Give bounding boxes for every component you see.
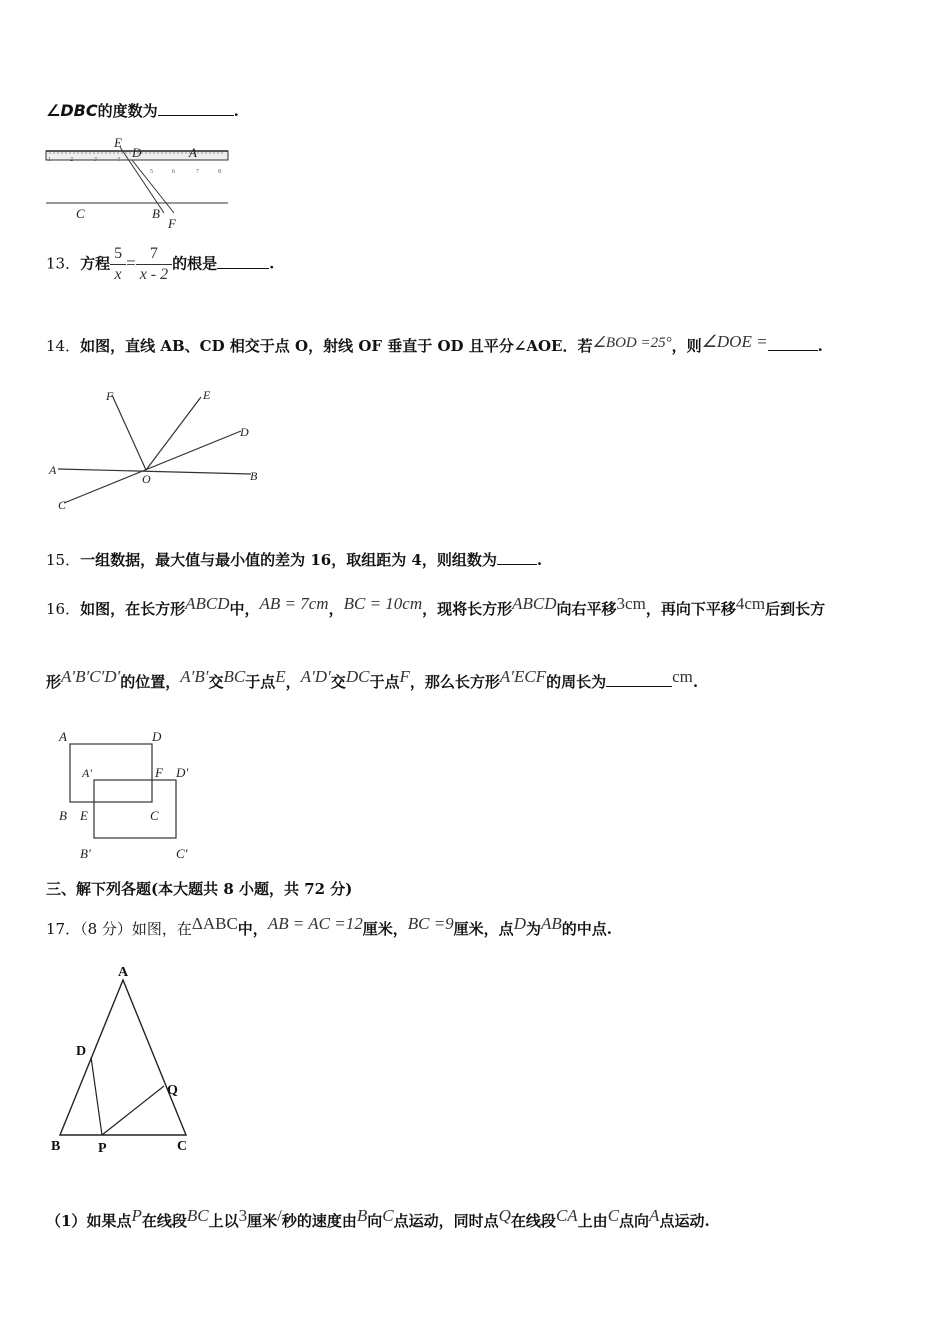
q16-line-2: [46, 667, 698, 692]
ruler-tick-label: 2: [70, 157, 73, 163]
q13-fraction-2: [136, 244, 172, 285]
ray-OF: [112, 395, 146, 470]
label-E: E: [114, 135, 122, 150]
label-B: B: [51, 1139, 61, 1154]
q17-part-1-number: （1）: [46, 1212, 87, 1230]
q16-text: ，现将长方形: [422, 600, 513, 618]
label-C: C: [150, 808, 159, 823]
section-3-heading: [46, 878, 352, 899]
q17-1-math: 3: [238, 1206, 248, 1225]
q16-math: 3cm: [616, 594, 646, 613]
q17-1-text: 点向: [619, 1212, 650, 1230]
q17-part-1-line: [46, 1206, 710, 1231]
q16-text: 于点: [245, 673, 276, 691]
ruler-tick-label: 7: [196, 169, 199, 175]
ruler-tick-label: 5: [150, 169, 153, 175]
label-A: A: [49, 463, 57, 477]
q15-number: 15．: [46, 551, 81, 569]
q16-text: 的位置，: [120, 673, 181, 691]
q13-pre: 方程: [80, 254, 111, 273]
q17-1-text: 秒的速度由: [281, 1212, 357, 1230]
label-E: E: [203, 388, 211, 402]
q16-math: DC: [345, 667, 370, 686]
frac1-den: x: [114, 266, 122, 283]
q16-text: 交: [330, 673, 346, 691]
label-F: F: [106, 389, 114, 403]
q17-math: BC =9: [407, 914, 454, 933]
label-D-prime: D': [176, 765, 189, 780]
label-A: A: [59, 729, 67, 744]
label-B: B: [59, 808, 67, 823]
q14-end: .: [817, 337, 823, 355]
q15-answer-blank: [497, 564, 537, 565]
q16-text: 如图，在长方形: [80, 600, 186, 618]
label-C-prime: C': [176, 846, 188, 861]
q16-text: ，再向下平移: [645, 600, 736, 618]
ruler-tick-label: 6: [172, 169, 175, 175]
q16-text: ，: [328, 600, 344, 618]
q12-text: 的度数为: [97, 102, 158, 120]
label-Q: Q: [167, 1083, 178, 1098]
q17-text: 中，: [237, 920, 268, 938]
q16-math: A′B′: [180, 667, 209, 686]
label-D: D: [76, 1044, 87, 1059]
label-A: A: [118, 965, 129, 980]
label-O: O: [142, 472, 151, 486]
q16-text: 中，: [229, 600, 260, 618]
label-E: E: [80, 808, 88, 823]
q17-1-math: CA: [555, 1206, 578, 1225]
q17-1-text: 在线段: [141, 1212, 187, 1230]
q17-math: AB = AC =12: [267, 914, 363, 933]
q17-1-math: Q: [498, 1206, 511, 1225]
label-B: B: [152, 206, 160, 221]
q17-text: 为: [525, 920, 541, 938]
q16-math: A′B′C′D′: [61, 667, 121, 686]
figure-12-ruler-diagram: [44, 133, 234, 233]
q15-text: 一组数据，最大值与最小值的差为 16，取组距为 4，则组数为: [80, 551, 497, 569]
label-C: C: [177, 1139, 188, 1154]
label-D: D: [152, 729, 162, 744]
q16-text: 于点: [369, 673, 400, 691]
q17-1-math: C: [382, 1206, 394, 1225]
q17-math: ΔABC: [191, 914, 238, 933]
q17-1-math: C: [607, 1206, 620, 1225]
q16-unit: cm: [672, 667, 693, 686]
q17-1-text: 点运动，同时点: [393, 1212, 499, 1230]
q12-answer-blank: [158, 115, 234, 116]
q17-1-text: 如果点: [86, 1212, 132, 1230]
section-3-title: 三、解下列各题(本大题共 8 小题，共 72 分): [46, 880, 353, 898]
q17-math: AB: [540, 914, 562, 933]
q16-text: 的周长为: [546, 673, 607, 691]
q17-points: （8 分）如图，在: [80, 920, 192, 938]
rect-A1B1C1D1: [94, 780, 176, 838]
q15-end: .: [536, 551, 543, 569]
frac2-den: x - 2: [139, 266, 169, 283]
label-P: P: [98, 1141, 107, 1156]
q16-end: .: [692, 673, 699, 691]
q16-math: A′ECF: [499, 667, 547, 686]
q17-text: 厘米，: [362, 920, 408, 938]
q17-text: 厘米，点: [453, 920, 514, 938]
q17-1-math: B: [356, 1206, 368, 1225]
figure-17-triangle-diagram: [46, 960, 206, 1160]
q13-answer-blank: [217, 268, 269, 269]
q14-answer-blank: [768, 350, 818, 351]
q16-math: BC: [223, 667, 246, 686]
label-B: B: [250, 469, 258, 483]
label-C: C: [76, 206, 85, 221]
q16-math: 4cm: [735, 594, 766, 613]
q16-math: F: [399, 667, 410, 686]
label-B-prime: B': [80, 846, 91, 861]
q17-1-text: 向: [367, 1212, 383, 1230]
q14-mid: ，则: [671, 337, 702, 355]
q17-line: [46, 914, 612, 939]
q17-1-math: P: [131, 1206, 142, 1225]
line-CD: [64, 431, 241, 503]
q16-text: ，那么长方形: [409, 673, 500, 691]
q16-text: 向右平移: [556, 600, 617, 618]
q12-angle: ∠DBC: [46, 101, 98, 120]
figure-14-lines-diagram: [46, 385, 266, 515]
q17-1-text: 厘米: [247, 1212, 278, 1230]
ruler-tick-label: 3: [94, 157, 97, 163]
q16-text: 交: [208, 673, 224, 691]
q13-line: [46, 244, 274, 285]
q13-number: 13．: [46, 254, 81, 273]
q17-text: 的中点.: [561, 920, 612, 938]
q14-text: 如图，直线 AB、CD 相交于点 O，射线 OF 垂直于 OD 且平分∠AOE．若: [80, 337, 593, 355]
q16-math: ABCD: [512, 594, 557, 613]
q13-post: 的根是: [172, 254, 218, 273]
q13-end: .: [269, 254, 275, 273]
line-AB: [58, 469, 251, 474]
segment-PQ: [102, 1086, 164, 1135]
q14-target: ∠DOE =: [701, 332, 768, 351]
q13-fraction-1: [110, 244, 126, 285]
q16-text: 形: [46, 673, 62, 691]
figure-16-rectangles-diagram: [52, 726, 212, 866]
label-A: A: [189, 145, 197, 160]
label-D: D: [240, 425, 249, 439]
q16-math: BC = 10cm: [343, 594, 423, 613]
label-C: C: [58, 498, 67, 512]
label-F: F: [155, 765, 163, 780]
q17-1-text: 上以: [208, 1212, 239, 1230]
q16-text: ，: [285, 673, 301, 691]
ruler-tick-label: 1: [48, 157, 51, 163]
q17-1-math: A: [649, 1206, 660, 1225]
q16-math: A′D′: [300, 667, 331, 686]
q16-number: 16．: [46, 600, 81, 618]
q16-math: E: [275, 667, 286, 686]
segment-DP: [91, 1057, 102, 1135]
q17-1-text: 上由: [577, 1212, 608, 1230]
q16-math: AB = 7cm: [259, 594, 329, 613]
q16-math: ABCD: [185, 594, 230, 613]
q13-equals: =: [126, 253, 136, 273]
q17-math: D: [513, 914, 526, 933]
q17-1-math: BC: [186, 1206, 209, 1225]
label-A-prime: A': [82, 766, 92, 780]
q14-condition: ∠BOD =25°: [592, 335, 672, 351]
q15-line: [46, 549, 542, 570]
q12-line: [46, 100, 239, 121]
q16-line-1: [46, 594, 825, 619]
frac2-num: 7: [136, 244, 172, 265]
q16-text: 后到长方: [765, 600, 826, 618]
q17-1-text: 点运动.: [659, 1212, 710, 1230]
q17-number: 17．: [46, 920, 81, 938]
q12-end: .: [233, 102, 239, 120]
frac1-num: 5: [110, 244, 126, 265]
q17-1-math: /: [277, 1206, 282, 1225]
q16-answer-blank: [606, 686, 672, 687]
ruler-tick-label: 8: [218, 169, 221, 175]
ruler-tick-label: 4: [117, 157, 120, 163]
q17-1-text: 在线段: [510, 1212, 556, 1230]
label-D: D: [132, 145, 142, 160]
q14-line: [46, 332, 823, 356]
label-F: F: [168, 216, 176, 231]
q14-number: 14．: [46, 337, 81, 355]
